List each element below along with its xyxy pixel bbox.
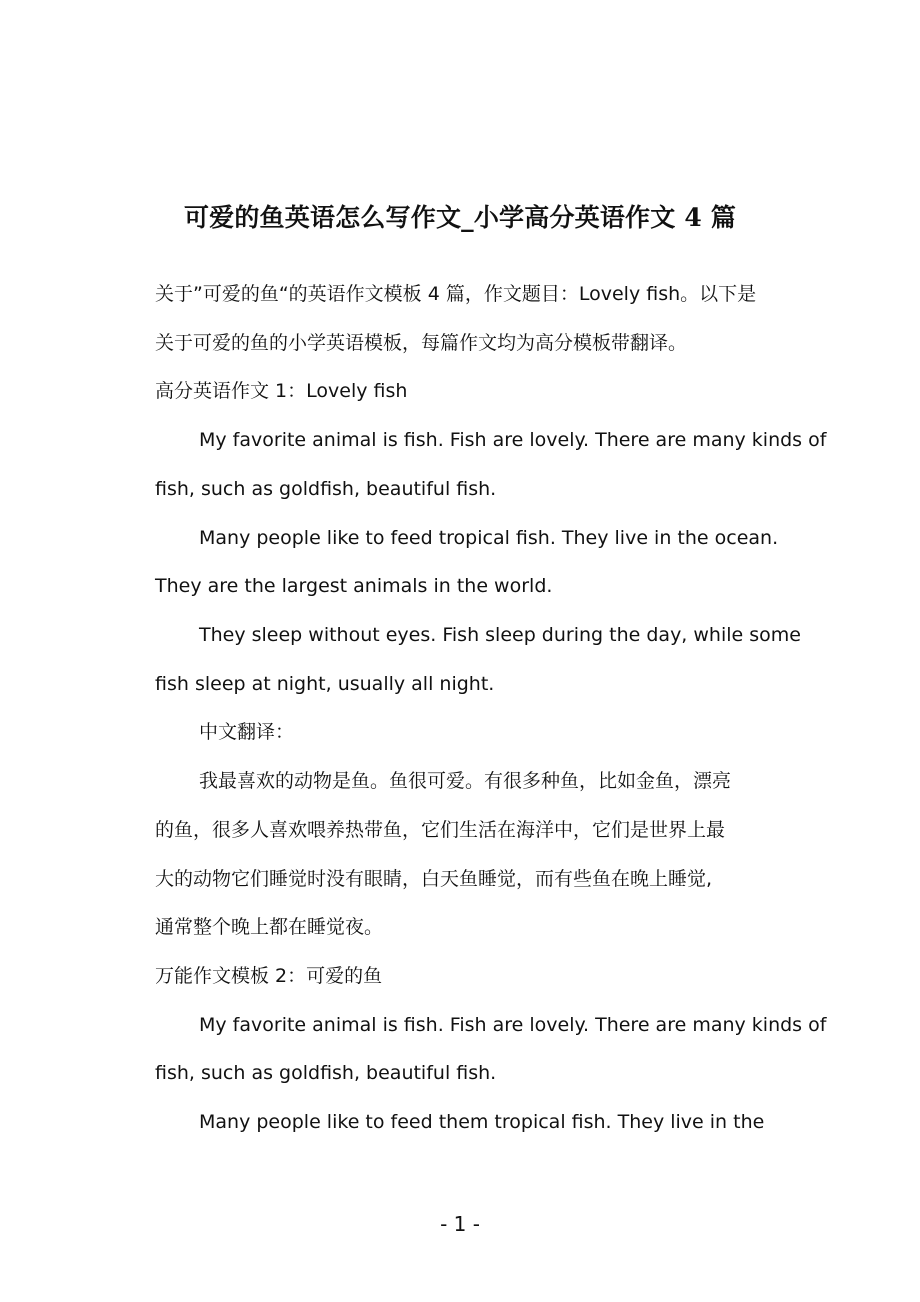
essay-1-paragraph-1-line-1: My favorite animal is fish. Fish are lovely. There are many kinds of — [199, 429, 827, 451]
essay-2-paragraph-1-line-2: fish, such as goldfish, beautiful fish. — [155, 1062, 497, 1084]
essay-1-paragraph-2-line-2: They are the largest animals in the world. — [155, 575, 553, 597]
essay-2-heading: 万能作文模板 2：可爱的鱼 — [155, 965, 383, 987]
essay-1-paragraph-1-line-2: fish, such as goldfish, beautiful fish. — [155, 478, 497, 500]
essay-2-paragraph-2-line-1: Many people like to feed them tropical fish. They live in the — [199, 1111, 765, 1133]
intro-line-1: 关于”可爱的鱼“的英语作文模板 4 篇，作文题目：Lovely fish。以下是 — [155, 283, 757, 305]
essay-1-paragraph-3-line-1: They sleep without eyes. Fish sleep during the day, while some — [199, 624, 801, 646]
translation-line-1: 我最喜欢的动物是鱼。鱼很可爱。有很多种鱼，比如金鱼，漂亮 — [199, 770, 732, 792]
page-number: - 1 - — [440, 1212, 480, 1236]
document-title: 可爱的鱼英语怎么写作文_小学高分英语作文 4 篇 — [183, 203, 737, 232]
essay-1-paragraph-3-line-2: fish sleep at night, usually all night. — [155, 673, 495, 695]
translation-line-4: 通常整个晚上都在睡觉夜。 — [155, 916, 384, 938]
translation-line-3: 大的动物它们睡觉时没有眼睛，白天鱼睡觉，而有些鱼在晚上睡觉, — [155, 868, 713, 890]
essay-1-paragraph-2-line-1: Many people like to feed tropical fish. They live in the ocean. — [199, 527, 779, 549]
translation-line-2: 的鱼，很多人喜欢喂养热带鱼，它们生活在海洋中，它们是世界上最 — [155, 819, 726, 841]
intro-line-2: 关于可爱的鱼的小学英语模板，每篇作文均为高分模板带翻译。 — [155, 332, 688, 354]
essay-1-heading: 高分英语作文 1：Lovely fish — [155, 380, 408, 402]
essay-2-paragraph-1-line-1: My favorite animal is fish. Fish are lovely. There are many kinds of — [199, 1014, 827, 1036]
translation-heading: 中文翻译： — [199, 721, 295, 743]
